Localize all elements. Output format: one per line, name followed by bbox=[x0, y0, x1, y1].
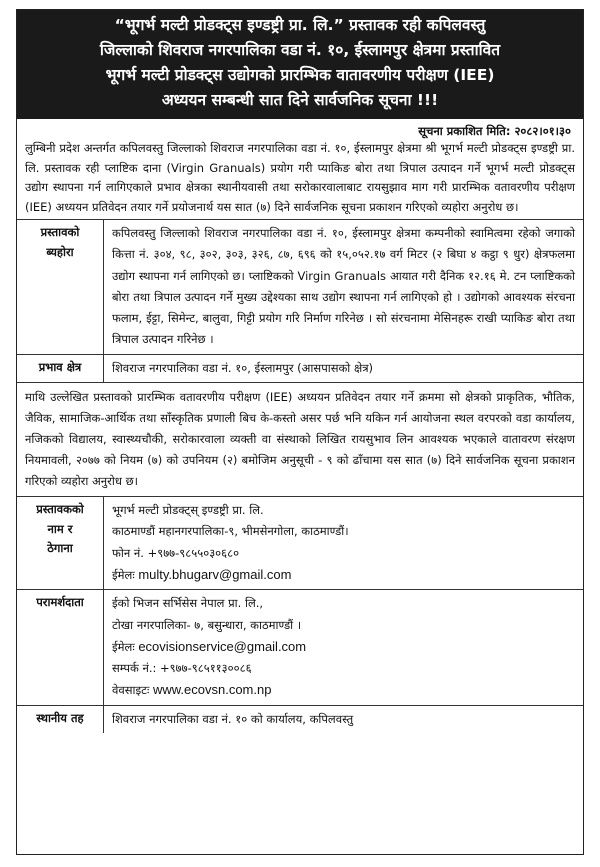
consultant-email-line bbox=[112, 636, 575, 658]
title-line-2: जिल्लाको शिवराज नगरपालिका वडा नं. १०, ईस्लामपुर क्षेत्रमा प्रस्तावित bbox=[99, 41, 501, 59]
email-label: ईमेलः bbox=[112, 639, 135, 654]
proponent-row bbox=[17, 497, 583, 590]
request-row bbox=[17, 383, 583, 497]
public-notice bbox=[16, 9, 584, 855]
consultant-website[interactable]: www.ecovsn.com.np bbox=[152, 682, 272, 698]
consultant-label: परामर्शदाता bbox=[17, 590, 104, 705]
consultant-details bbox=[104, 590, 584, 705]
title-line-3: भूगर्भ मल्टी प्रोडक्ट्स उद्योगको प्रारम्भिक वातावरणीय परीक्षण (IEE) bbox=[105, 66, 495, 84]
proposal-text: कपिलवस्तु जिल्लाको शिवराज नगरपालिका वडा नं. १०, ईस्लामपुर क्षेत्रमा कम्पनीको स्वामित्वमा रहेको जगाको कित्ता नं. ३०४, ९८, ३०२, ३०३, ३२६, ८७, ६९६ को १५,०५२.१७ वर्ग मिटर (२ बिघा ४ कट्ठा ९ धुर) क्षेत्रफलमा उद्योग स्थापना गर्न लागिएको छ। प्लाष्टिकको Virgin Granuals आयात गरी दैनिक १२.१६ मे. टन प्लाष्टिकको बोरा तथा त्रिपाल उत्पादन गर्ने मुख्य उद्देश्यका साथ उद्योग स्थापना गर्न लागिएको हो । उद्योगको आवश्यक संरचना फलाम, ईट्टा, सिमेन्ट, बालुवा, गिट्टी प्रयोग गरि निर्माण गरिनेछ । सो संरचनामा मेसिनहरू राखी प्याकिङ बोरा तथा त्रिपाल उत्पादन गरिनेछ । bbox=[104, 220, 584, 355]
website-label: वेवसाइटः bbox=[112, 683, 150, 698]
local-level-label: स्थानीय तह bbox=[17, 705, 104, 733]
consultant-name: ईको भिजन सर्भिसेस नेपाल प्रा. लि., bbox=[112, 596, 264, 611]
proponent-label bbox=[17, 497, 104, 590]
consultant-website-line bbox=[112, 679, 575, 701]
proposal-label bbox=[17, 220, 104, 355]
impact-area-label: प्रभाव क्षेत्र bbox=[17, 354, 104, 382]
proponent-label-line: प्रस्तावकको bbox=[36, 502, 84, 517]
proponent-address: काठमाण्डौं महानगरपालिका-९, भीमसेनगोला, काठमाण्डौं। bbox=[112, 524, 349, 539]
consultant-email[interactable]: ecovisionservice@gmail.com bbox=[138, 638, 307, 654]
impact-area-row bbox=[17, 354, 583, 382]
proposal-label-line: प्रस्तावको bbox=[40, 225, 80, 239]
published-date: सूचना प्रकाशित मिति: २०८२।०१।३० bbox=[418, 124, 571, 138]
consultant-row bbox=[17, 590, 583, 705]
title-line-4: अध्ययन सम्बन्धी सात दिने सार्वजनिक सूचना !!! bbox=[161, 91, 439, 109]
consultant-phone: सम्पर्क नं.: +९७७-९८५११३००८६ bbox=[112, 661, 252, 676]
proponent-email-line bbox=[112, 564, 575, 586]
proposal-row bbox=[17, 220, 583, 355]
proponent-email[interactable]: multy.bhugarv@gmail.com bbox=[138, 566, 292, 582]
proponent-details bbox=[104, 497, 584, 590]
local-level-text: शिवराज नगरपालिका वडा नं. १० को कार्यालय, कपिलवस्तु bbox=[104, 705, 584, 733]
email-label: ईमेलः bbox=[112, 567, 135, 582]
title-line-1: “भूगर्भ मल्टी प्रोडक्ट्स इण्डष्ट्री प्रा. लि.” प्रस्तावक रही कपिलवस्तु bbox=[114, 16, 486, 34]
intro-paragraph: लुम्बिनी प्रदेश अन्तर्गत कपिलवस्तु जिल्लाको शिवराज नगरपालिका वडा नं. १०, ईस्लामपुर क्षेत्रमा श्री भूगर्भ मल्टी प्रोडक्ट्स इण्डष्ट्री प्रा. लि. प्रस्तावक रही प्लाष्टिक दाना (Virgin Granuals) प्रयोग गरी प्याकिङ बोरा तथा त्रिपाल उत्पादन गर्ने भूगर्भ मल्टी प्रोडक्ट्स उद्योग स्थापना गर्न लागिएकाले प्रभाव क्षेत्रका स्थानीयवासी तथा सरोकारवालाबाट रायसुझाव माग गरी प्रारम्भिक वतावरणीय परीक्षण (IEE) अध्ययन प्रतिवेदन तयार गर्ने प्रयोजनार्थ यस सात (७) दिने सार्वजनिक सूचना प्रकाशन गरिएको व्यहोरा अनुरोध छ। bbox=[25, 141, 575, 214]
request-paragraph: माथि उल्लेखित प्रस्तावको प्रारम्भिक वतावरणीय परीक्षण (IEE) अध्ययन प्रतिवेदन तयार गर्ने क्रममा सो क्षेत्रको प्राकृतिक, भौतिक, जैविक, सामाजिक-आर्थिक तथा साँस्कृतिक प्रणाली बिच के-कस्तो असर पर्छ भनि यकिन गर्न आयोजना स्थल वरपरको वडा कार्यालय, नजिकको विद्यालय, स्वास्थ्यचौकी, सरोकारवाला व्यक्ती वा संस्थाको लिखित रायसुभाव लिन आवश्यक भएकाले वातावरण संरक्षण नियमावली, २०७७ को नियम (७) को उपनियम (२) बमोजिम अनुसूची - ९ को ढाँचामा यस सात (७) दिने सार्वजनिक सूचना प्रकाशन गरिएको व्यहोरा अनुरोध छ। bbox=[17, 383, 583, 497]
notice-header bbox=[17, 10, 583, 119]
proponent-label-line: ठेगाना bbox=[47, 541, 73, 556]
proponent-phone: फोन नं. +९७७-९८५५०३०६८० bbox=[112, 545, 240, 560]
proponent-label-line: नाम र bbox=[47, 521, 73, 536]
proposal-label-line: ब्यहोरा bbox=[46, 244, 74, 259]
proponent-name: भूगर्भ मल्टी प्रोडक्ट्स् इण्डष्ट्री प्रा. लि. bbox=[112, 503, 264, 518]
impact-area-text: शिवराज नगरपालिका वडा नं. १०, ईस्लामपुर (आसपासको क्षेत्र) bbox=[104, 354, 584, 382]
local-level-row bbox=[17, 705, 583, 733]
consultant-address: टोखा नगरपालिका- ७, बसुन्धारा, काठमाण्डौं । bbox=[112, 617, 302, 632]
notice-table bbox=[17, 219, 583, 733]
